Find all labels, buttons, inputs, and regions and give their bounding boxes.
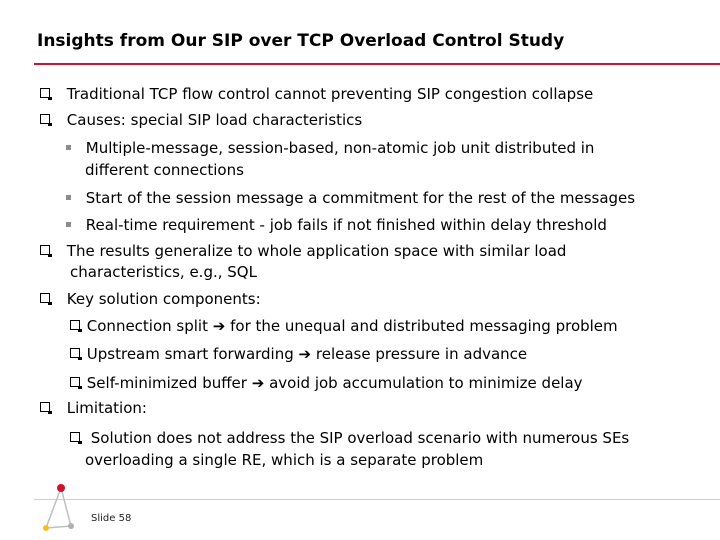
bullet-text: The results generalize to whole application space with similar load [66,242,567,260]
sub-bullet-text: Real-time requirement - job fails if not finished within delay threshold [85,216,607,234]
sub-bullet-item [66,138,594,158]
slide-title: Insights from Our SIP over TCP Overload Control Study [37,31,565,51]
square-bullet-icon [66,222,71,227]
checkbox-bullet-icon [40,114,50,124]
component-name: Connection split [86,317,208,335]
component-desc: avoid job accumulation to minimize delay [269,374,583,392]
checkbox-bullet-icon [70,320,80,330]
bullet-text: Traditional TCP flow control cannot preventing SIP congestion collapse [66,85,594,103]
bullet-text: Limitation: [66,399,147,417]
limitation-item [70,428,629,448]
component-item [70,344,527,364]
limitation-continuation: overloading a single RE, which is a separate problem [85,451,484,469]
bullet-item [40,241,566,261]
bullet-item [40,398,147,418]
sub-bullet-text: Start of the session message a commitment for the rest of the messages [85,189,636,207]
right-arrow-icon: ➔ [212,317,226,335]
checkbox-bullet-icon [40,245,50,255]
sub-bullet-item [66,188,635,208]
component-name: Self-minimized buffer [86,374,247,392]
component-item [70,373,583,393]
bullet-item [40,110,362,130]
checkbox-bullet-icon [40,402,50,412]
right-arrow-icon: ➔ [251,374,265,392]
bullet-item [40,289,261,309]
slide-number: Slide 58 [91,513,132,524]
component-desc: release pressure in advance [315,345,528,363]
bullet-text: Key solution components: [66,290,261,308]
component-item [70,316,618,336]
bullet-text: Causes: special SIP load characteristics [66,111,363,129]
square-bullet-icon [66,145,71,150]
right-arrow-icon: ➔ [298,345,312,363]
checkbox-bullet-icon [40,88,50,98]
square-bullet-icon [66,195,71,200]
network-logo-icon [38,480,86,538]
sub-bullet-text: Multiple-message, session-based, non-atomic job unit distributed in [85,139,595,157]
sub-bullet-continuation: different connections [85,161,244,179]
checkbox-bullet-icon [70,432,80,442]
bullet-item [40,84,593,104]
sub-bullet-item [66,215,607,235]
checkbox-bullet-icon [70,377,80,387]
checkbox-bullet-icon [70,348,80,358]
footer-divider [34,499,720,500]
bullet-continuation: characteristics, e.g., SQL [70,263,257,281]
component-name: Upstream smart forwarding [86,345,294,363]
component-desc: for the unequal and distributed messaging problem [230,317,618,335]
checkbox-bullet-icon [40,293,50,303]
limitation-text: Solution does not address the SIP overload scenario with numerous SEs [90,429,630,447]
